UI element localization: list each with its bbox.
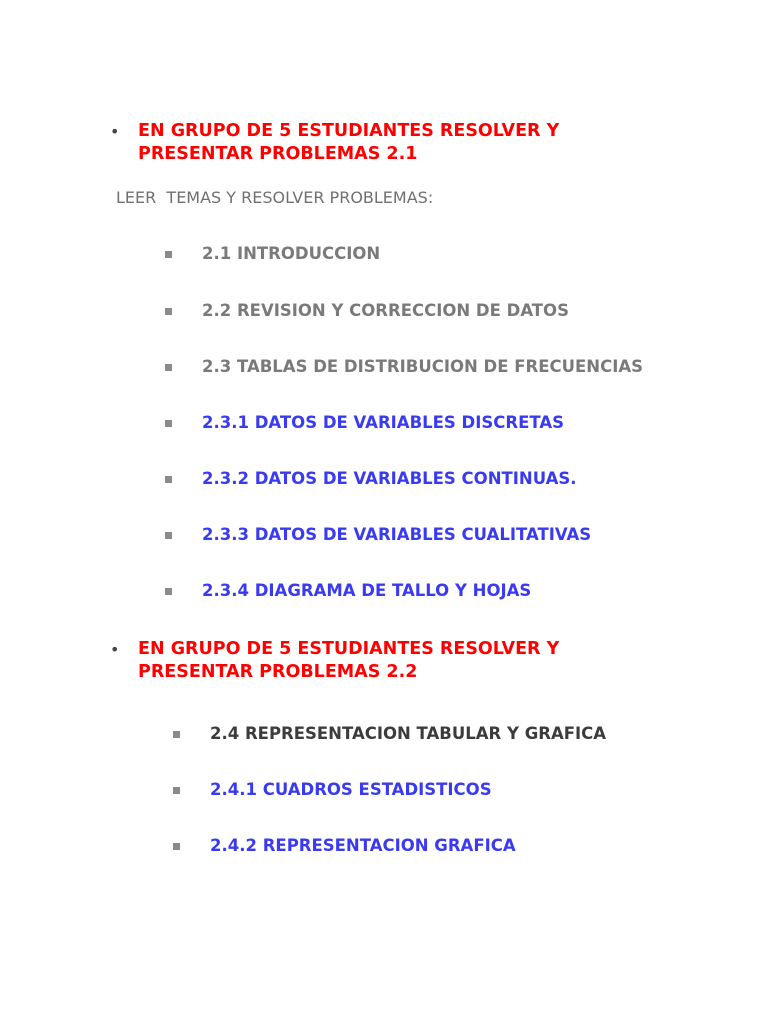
square-bullet-icon <box>165 308 172 315</box>
list-item-label: 2.4 REPRESENTACION TABULAR Y GRAFICA <box>210 724 607 743</box>
section-1-heading <box>110 120 730 166</box>
list-item-label: 2.4.1 CUADROS ESTADISTICOS <box>210 780 492 799</box>
list-item-label: 2.3.2 DATOS DE VARIABLES CONTINUAS. <box>202 469 577 488</box>
list-item-label: 2.4.2 REPRESENTACION GRAFICA <box>210 836 516 855</box>
square-bullet-icon <box>173 843 180 850</box>
square-bullet-icon <box>173 787 180 794</box>
section-1-heading-text: EN GRUPO DE 5 ESTUDIANTES RESOLVER Y PRESENTAR PROBLEMAS 2.1 <box>138 121 560 164</box>
square-bullet-icon <box>165 251 172 258</box>
list-item-label: 2.2 REVISION Y CORRECCION DE DATOS <box>202 301 569 320</box>
square-bullet-icon <box>165 420 172 427</box>
list-item-label: 2.1 INTRODUCCION <box>202 244 381 263</box>
intro-text: LEER TEMAS Y RESOLVER PROBLEMAS: <box>116 188 434 207</box>
list-item-label: 2.3.1 DATOS DE VARIABLES DISCRETAS <box>202 413 564 432</box>
bullet-dot-icon: • <box>110 640 120 659</box>
bullet-dot-icon: • <box>110 122 120 141</box>
square-bullet-icon <box>165 588 172 595</box>
list-item-label: 2.3.4 DIAGRAMA DE TALLO Y HOJAS <box>202 581 532 600</box>
list-item-label: 2.3 TABLAS DE DISTRIBUCION DE FRECUENCIAS <box>202 357 643 376</box>
list-item-label: 2.3.3 DATOS DE VARIABLES CUALITATIVAS <box>202 525 592 544</box>
section-2-heading-text: EN GRUPO DE 5 ESTUDIANTES RESOLVER Y PRESENTAR PROBLEMAS 2.2 <box>138 639 560 682</box>
square-bullet-icon <box>165 532 172 539</box>
square-bullet-icon <box>165 476 172 483</box>
section-2-heading <box>110 638 730 684</box>
square-bullet-icon <box>173 731 180 738</box>
square-bullet-icon <box>165 364 172 371</box>
